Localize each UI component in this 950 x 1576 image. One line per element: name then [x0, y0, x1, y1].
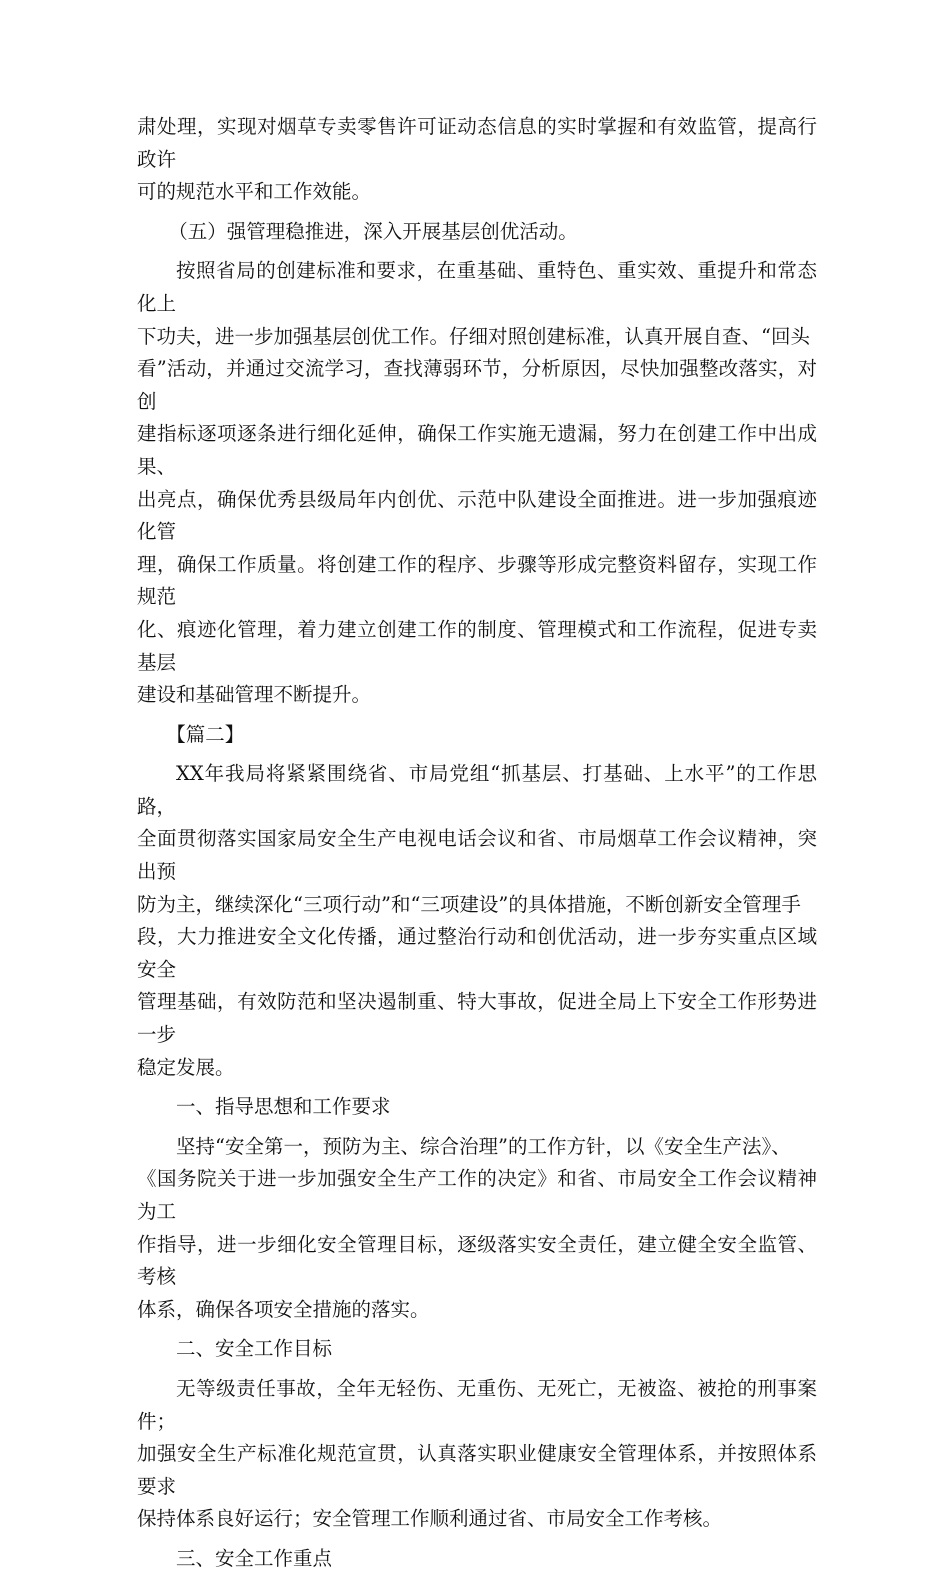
paragraph-guiding-ideology: 坚持“安全第一，预防为主、综合治理”的工作方针，以《安全生产法》、 《国务院关于进一步加强安全生产工作的决定》和省、市局安全工作会议精神为工 作指导，进一步细化安全管理目标，逐级落实安全责任，建立健全安全监管、考核 体系，确保各项安全措施的落实。	[137, 1134, 817, 1321]
heading-guiding-ideology: 一、指导思想和工作要求	[176, 1095, 391, 1119]
heading-safety-goals: 二、安全工作目标	[176, 1337, 333, 1361]
paragraph-grassroots-excellence: 按照省局的创建标准和要求，在重基础、重特色、重实效、重提升和常态化上 下功夫，进一步加强基层创优工作。仔细对照创建标准，认真开展自查、“回头 看”活动，并通过交流学习，查找薄弱环节，分析原因，尽快加强整改落实，对创 建指标逐项逐条进行细化延伸，确保工作实施无遗漏，努力在创建工作中出成果、 出亮点，确保优秀县级局年内创优、示范中队建设全面推进。进一步加强痕迹化管 理，确保工作质量。将创建工作的程序、步骤等形成完整资料留存，实现工作规范 化、痕迹化管理，着力建立创建工作的制度、管理模式和工作流程，促进专卖基层 建设和基础管理不断提升。	[137, 259, 817, 707]
paragraph-annual-safety-plan: XX年我局将紧紧围绕省、市局党组“抓基层、打基础、上水平”的工作思路， 全面贯彻落实国家局安全生产电视电话会议和省、市局烟草工作会议精神，突出预 防为主，继续深化“三项行动”和“三项建设”的具体措施，不断创新安全管理手 段，大力推进安全文化传播，通过整治行动和创优活动，进一步夯实重点区域安全 管理基础，有效防范和坚决遏制重、特大事故，促进全局上下安全工作形势进一步 稳定发展。	[137, 762, 817, 1079]
heading-safety-focus: 三、安全工作重点	[176, 1546, 333, 1570]
paragraph-safety-goals: 无等级责任事故，全年无轻伤、无重伤、无死亡，无被盗、被抢的刑事案件； 加强安全生产标准化规范宣贯，认真落实职业健康安全管理体系，并按照体系要求 保持体系良好运行；安全管理工作顺利通过省、市局安全工作考核。	[137, 1376, 817, 1531]
paragraph-continuation: 肃处理，实现对烟草专卖零售许可证动态信息的实时掌握和有效监管，提高行政许 可的规范水平和工作效能。	[137, 115, 817, 204]
section-heading-five: （五）强管理稳推进，深入开展基层创优活动。	[168, 219, 578, 243]
document-body	[137, 111, 817, 1576]
part-two-heading: 【篇二】	[166, 722, 245, 746]
